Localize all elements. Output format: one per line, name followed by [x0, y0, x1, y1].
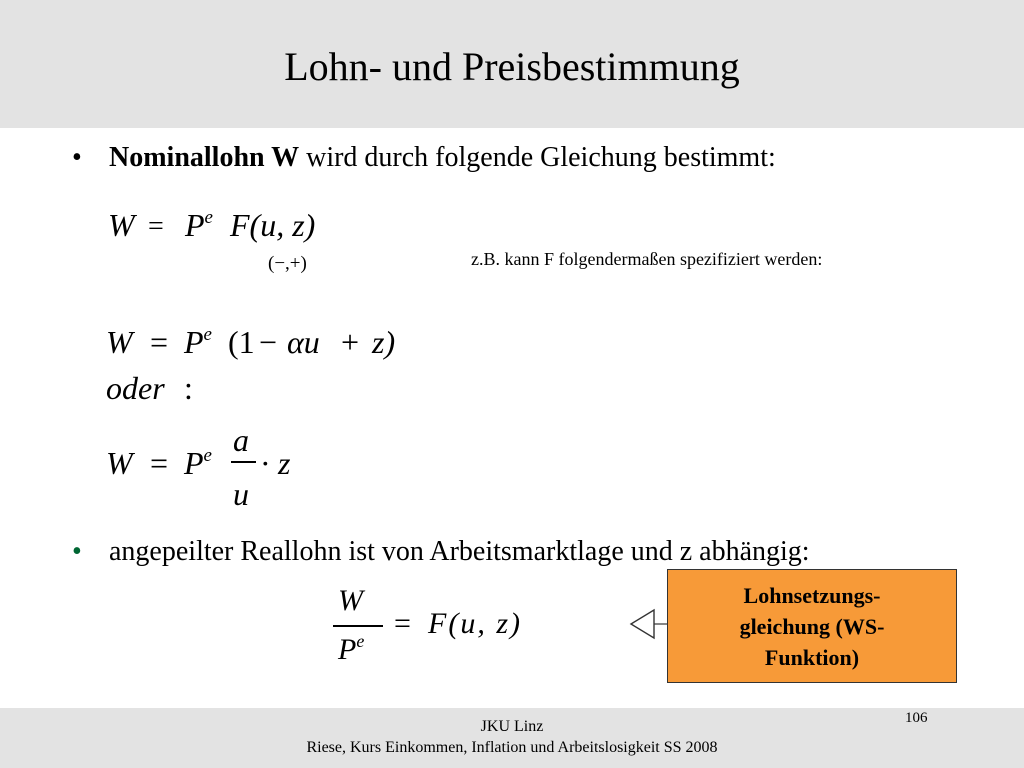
- eq2-alpha-u: αu: [287, 324, 320, 360]
- page-number: 106: [905, 710, 928, 726]
- eq3-dot: ·: [260, 445, 271, 481]
- eq4-numerator: W: [338, 584, 363, 617]
- eq1-price: $P^e$: [185, 207, 213, 243]
- eq1-rhs: F(u, z): [230, 207, 316, 243]
- callout-arrow: [625, 605, 670, 645]
- eq4-fraction-bar: [333, 625, 383, 627]
- eq4-equals: =: [394, 607, 411, 640]
- eq2-price: $P^e$: [184, 324, 212, 360]
- callout-line-1: Lohnsetzungs-: [743, 583, 881, 608]
- eq2-lhs: W: [106, 324, 133, 360]
- slide-title: Lohn- und Preisbestimmung: [284, 44, 740, 89]
- callout-line-3: Funktion): [764, 645, 860, 670]
- eq1-signs: (−,+): [268, 253, 307, 274]
- eq2-paren-one: (1: [228, 324, 255, 360]
- eq3-numerator: a: [233, 422, 249, 458]
- eq1-equals: =: [148, 211, 164, 242]
- ws-function-callout: [667, 569, 957, 683]
- bullet-marker-1: •: [72, 142, 82, 173]
- bullet-text-1: [109, 141, 776, 175]
- eq2-plus: +: [341, 324, 360, 360]
- bullet-text-2: angepeilter Reallohn ist von Arbeitsmarktlage und z abhängig:: [109, 536, 810, 567]
- eq3-price: $P^e$: [184, 445, 212, 481]
- eq4-denominator: $P^e$: [338, 631, 365, 666]
- title-bar: [0, 0, 1024, 128]
- callout-line-2: gleichung (WS-: [739, 614, 885, 639]
- eq2-minus: −: [259, 324, 278, 360]
- eq2-z-close: z): [372, 324, 396, 360]
- callout-text: [668, 580, 956, 673]
- eq3-lhs: W: [106, 445, 133, 481]
- footer-course: Riese, Kurs Einkommen, Inflation und Arbeitslosigkeit SS 2008: [306, 739, 718, 756]
- eq3-equals: =: [150, 445, 169, 481]
- bullet-rest: wird durch folgende Gleichung bestimmt:: [299, 142, 776, 173]
- footer-institution: JKU Linz: [480, 718, 544, 735]
- eq3-denominator: u: [233, 476, 249, 512]
- oder-colon: :: [184, 370, 193, 406]
- eq2-equals: =: [150, 324, 169, 360]
- bullet-marker-2: •: [72, 536, 82, 567]
- eq4-rhs: F(u, z): [428, 607, 522, 640]
- bullet-bold-term: Nominallohn W: [109, 142, 300, 173]
- example-note: z.B. kann F folgendermaßen spezifiziert werden:: [471, 249, 823, 269]
- eq3-z: z: [278, 445, 291, 481]
- footer: [0, 708, 1024, 768]
- eq1-lhs: W: [108, 207, 135, 243]
- eq3-fraction-bar: [231, 461, 256, 463]
- oder-word: oder: [106, 370, 165, 406]
